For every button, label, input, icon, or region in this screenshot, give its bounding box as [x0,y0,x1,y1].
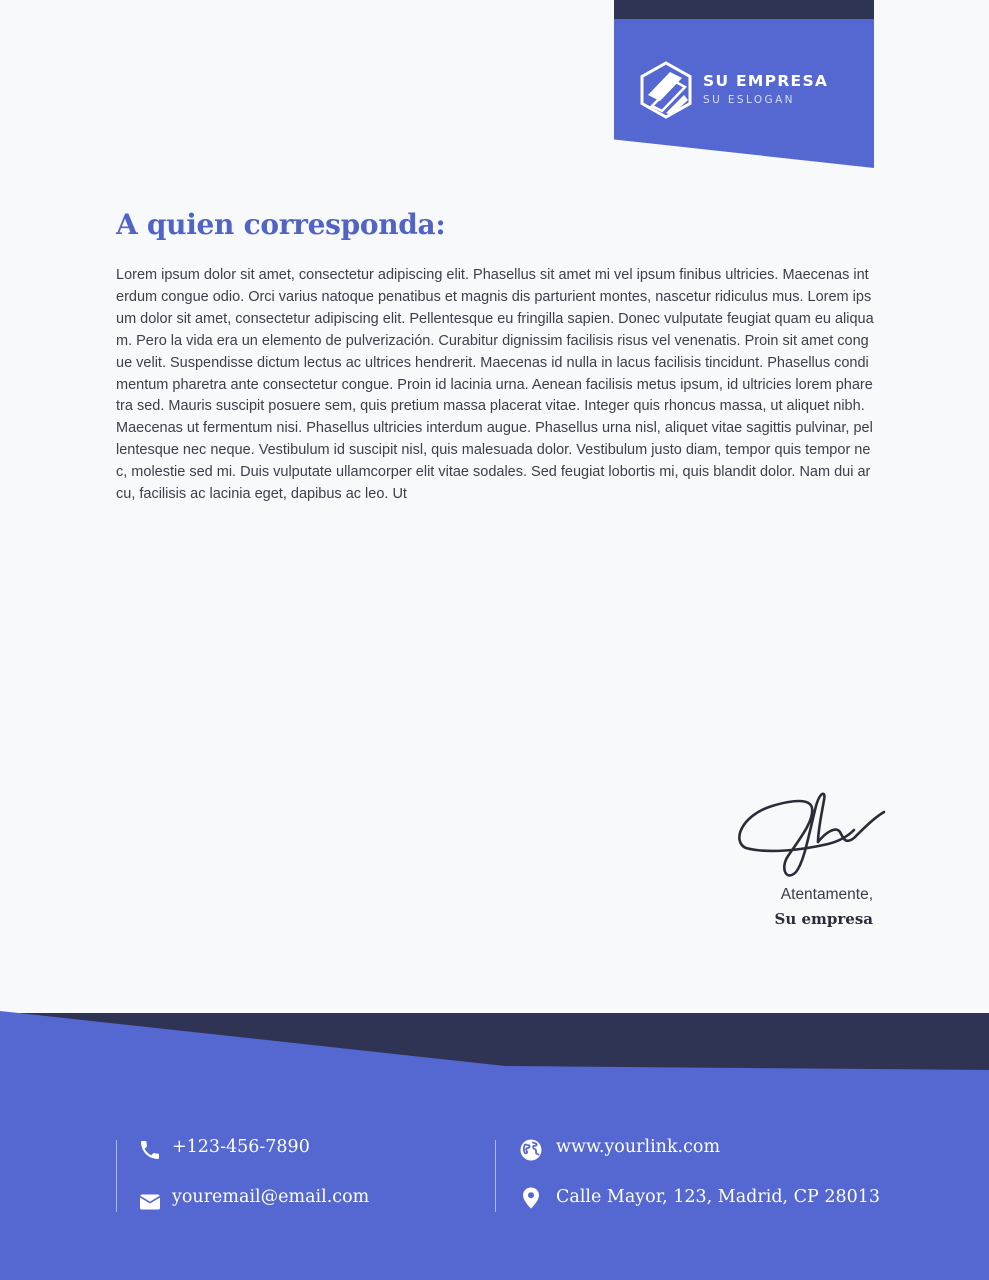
footer-website[interactable]: www.yourlink.com [556,1137,721,1157]
hexagon-logo-icon [640,61,692,119]
header-dark-strip [614,0,874,19]
footer-divider-left [116,1140,117,1212]
footer-address: Calle Mayor, 123, Madrid, CP 28013 [556,1187,881,1207]
location-pin-icon [519,1186,543,1210]
letter-body: Lorem ipsum dolor sit amet, consectetur adipiscing elit. Phasellus sit amet mi vel ipsum finibus ultricies. Maecenas interdum congue odio. Orci varius natoque penatibus et magnis dis parturient montes, nascetur ridiculus mus. Lorem ipsum dolor sit amet, consectetur adipiscing elit. Pellentesque eu fringilla sapien. Donec vulputate feugiat quam eu aliquam. Pero la vida era un elemento de pulverización. Curabitur dignissim facilisis risus vel venenatis. Proin sit amet congue velit. Suspendisse dictum lectus ac ultrices hendrerit. Maecenas id nulla in lacus facilisis tincidunt. Phasellus condimentum pharetra ante consectetur congue. Proin id lacinia urna. Aenean facilisis metus ipsum, id ultricies lorem pharetra sed. Mauris suscipit posuere sem, quis pretium massa placerat vitae. Integer quis rhoncus massa, ut aliquet nibh. Maecenas ut fermentum nisi. Phasellus ultricies interdum augue. Phasellus urna nisl, aliquet vitae sagittis pulvinar, pellentesque nec neque. Vestibulum id suscipit nisl, quis malesuada dolor. Vestibulum justo diam, tempor quis tempor nec, molestie sed mi. Duis vulputate ullamcorper elit vitae sodales. Sed feugiat lobortis mi, quis blandit dolor. Nam dui arcu, facilisis ac lacinia eget, dapibus ac leo. Ut [116,267,874,503]
signature-company: Su empresa [774,910,873,928]
handwritten-signature [732,786,888,882]
closing-phrase: Atentamente, [780,886,873,903]
footer-email[interactable]: youremail@email.com [172,1187,370,1207]
footer-phone[interactable]: +123-456-7890 [172,1137,310,1157]
email-icon [138,1190,162,1214]
letter-greeting: A quien corresponda: [116,208,446,241]
phone-icon [138,1138,162,1162]
globe-icon [519,1138,543,1162]
company-name: SU EMPRESA [703,72,829,90]
footer-divider-middle [495,1140,496,1212]
company-slogan: SU ESLOGAN [703,94,795,106]
